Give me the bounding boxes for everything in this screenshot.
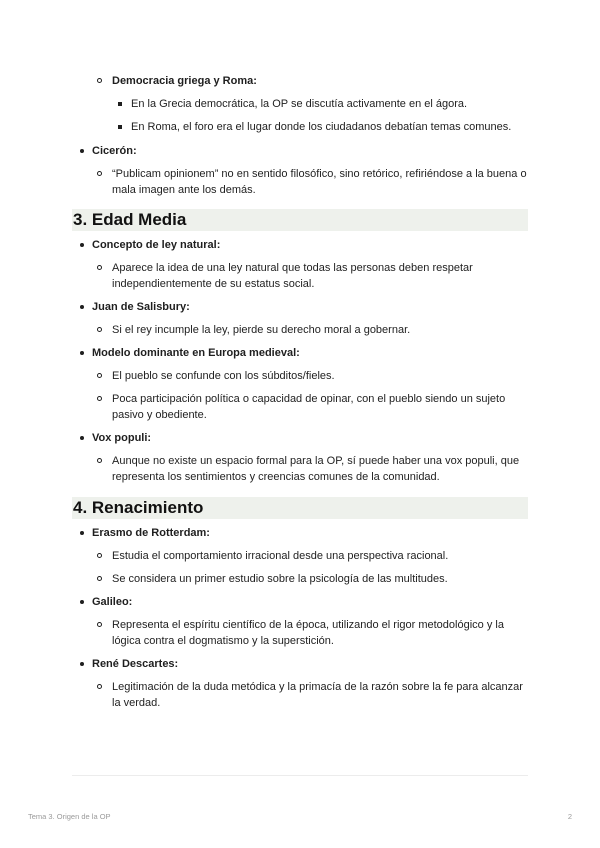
hollow-bullet-icon [97, 78, 102, 83]
item-text: Estudia el comportamiento irracional desde una perspectiva racional. [112, 550, 449, 562]
item-label: Erasmo de Rotterdam: [92, 527, 210, 539]
list-item [72, 166, 528, 198]
item-text: Poca participación política o capacidad de opinar, con el pueblo siendo un sujeto pasivo y obediente. [112, 393, 506, 421]
item-text: El pueblo se confunde con los súbditos/fieles. [112, 370, 335, 382]
bullet-icon [80, 351, 84, 355]
section-heading: 3. Edad Media [72, 209, 528, 231]
hollow-bullet-icon [97, 171, 102, 176]
bullet-icon [80, 662, 84, 666]
item-text: Aparece la idea de una ley natural que todas las personas deben respetar independientemente de su estatus social. [112, 262, 473, 290]
item-text: Se considera un primer estudio sobre la psicología de las multitudes. [112, 573, 448, 585]
item-text: “Publicam opinionem” no en sentido filosófico, sino retórico, refiriéndose a la buena o mala imagen ante los demás. [112, 168, 527, 196]
square-bullet-icon [118, 102, 122, 106]
hollow-bullet-icon [97, 458, 102, 463]
square-bullet-icon [118, 125, 122, 129]
list-item [72, 260, 528, 292]
item-label: Cicerón: [92, 145, 137, 157]
hollow-bullet-icon [97, 373, 102, 378]
list-item [72, 299, 528, 315]
list-item [72, 143, 528, 159]
list-item [72, 617, 528, 649]
list-item [72, 322, 528, 338]
list-item [72, 548, 528, 564]
list-item [72, 368, 528, 384]
page-number: 2 [567, 812, 572, 821]
footer-divider [72, 775, 528, 776]
item-label: Galileo: [92, 596, 133, 608]
list-item [72, 119, 528, 135]
list-item [72, 391, 528, 423]
bullet-icon [80, 149, 84, 153]
hollow-bullet-icon [97, 265, 102, 270]
hollow-bullet-icon [97, 553, 102, 558]
item-text: Representa el espíritu científico de la época, utilizando el rigor metodológico y la lógica contra el dogmatismo y la superstición. [112, 619, 504, 647]
list-item [72, 73, 528, 89]
list-item [72, 453, 528, 485]
bullet-icon [80, 436, 84, 440]
item-label: René Descartes: [92, 658, 179, 670]
hollow-bullet-icon [97, 327, 102, 332]
bullet-icon [80, 600, 84, 604]
footer-title: Tema 3. Origen de la OP [28, 812, 111, 821]
item-label: Vox populi: [92, 432, 152, 444]
item-text: Si el rey incumple la ley, pierde su derecho moral a gobernar. [112, 324, 411, 336]
page-content [72, 72, 528, 711]
list-item [72, 96, 528, 112]
list-item [72, 571, 528, 587]
item-label: Concepto de ley natural: [92, 239, 221, 251]
item-text: Legitimación de la duda metódica y la primacía de la razón sobre la fe para alcanzar la verdad. [112, 681, 523, 709]
item-text: En la Grecia democrática, la OP se discutía activamente en el ágora. [131, 98, 468, 110]
hollow-bullet-icon [97, 684, 102, 689]
bullet-icon [80, 305, 84, 309]
list-item [72, 525, 528, 541]
hollow-bullet-icon [97, 396, 102, 401]
list-item [72, 237, 528, 253]
item-label: Modelo dominante en Europa medieval: [92, 347, 300, 359]
item-text: En Roma, el foro era el lugar donde los ciudadanos debatían temas comunes. [131, 121, 512, 133]
bullet-icon [80, 243, 84, 247]
section-heading: 4. Renacimiento [72, 497, 528, 519]
list-item [72, 345, 528, 361]
item-label: Democracia griega y Roma: [112, 75, 257, 87]
item-text: Aunque no existe un espacio formal para la OP, sí puede haber una vox populi, que representa los sentimientos y creencias comunes de la comunidad. [112, 455, 520, 483]
list-item [72, 656, 528, 672]
hollow-bullet-icon [97, 576, 102, 581]
hollow-bullet-icon [97, 622, 102, 627]
list-item [72, 679, 528, 711]
bullet-icon [80, 531, 84, 535]
list-item [72, 594, 528, 610]
item-label: Juan de Salisbury: [92, 301, 190, 313]
list-item [72, 430, 528, 446]
